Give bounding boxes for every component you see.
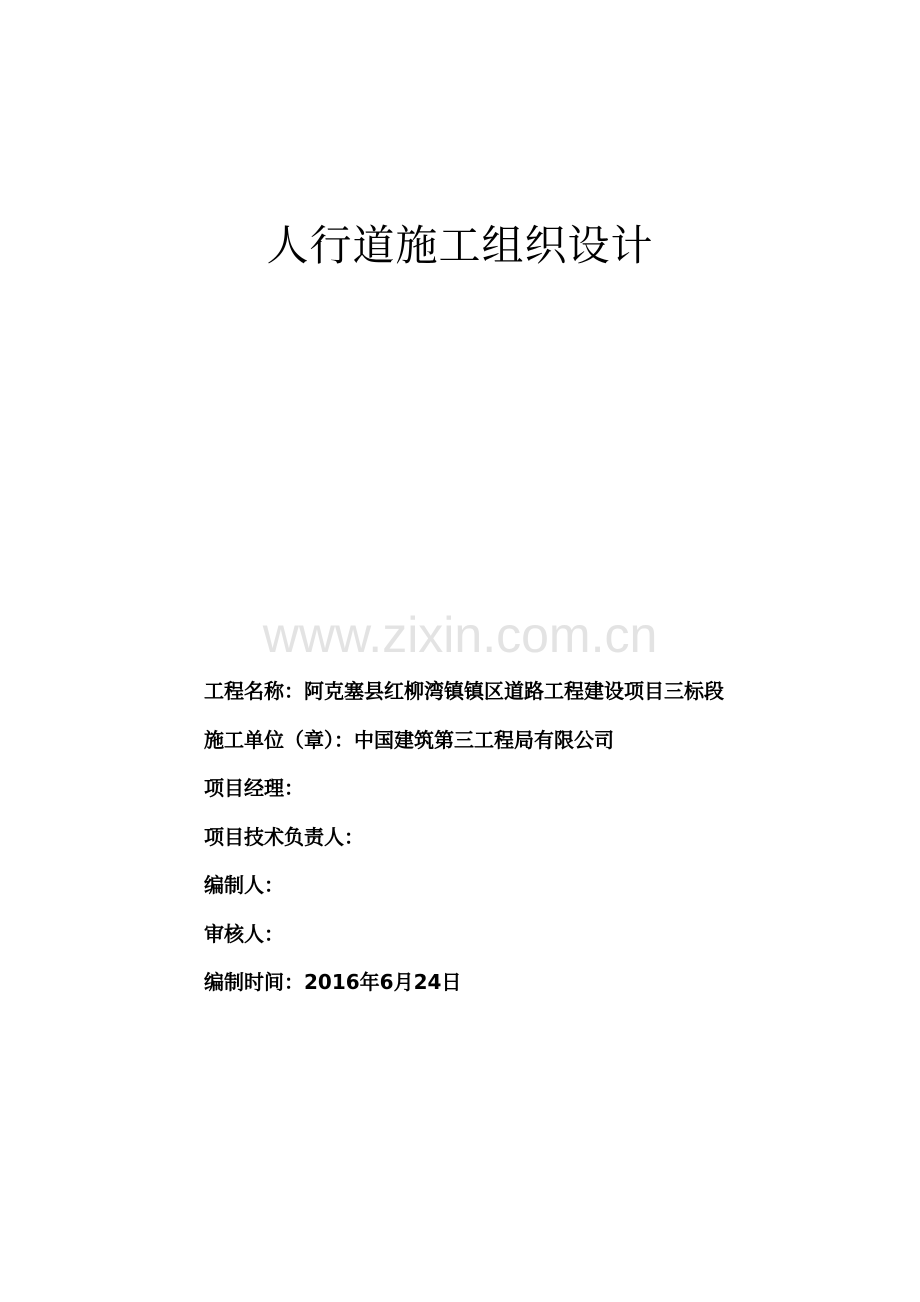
reviewer-line: 审核人： <box>204 921 284 946</box>
document-title: 人行道施工组织设计 <box>266 221 654 270</box>
technical-lead-line: 项目技术负责人： <box>204 824 364 849</box>
project-name-line: 工程名称：阿克塞县红柳湾镇镇区道路工程建设项目三标段 <box>204 679 724 703</box>
project-info-list <box>204 672 884 1012</box>
project-manager-line: 项目经理： <box>204 776 304 800</box>
construction-unit-line: 施工单位（章）：中国建筑第三工程局有限公司 <box>204 727 614 752</box>
watermark: www.zixin.com.cn <box>262 607 658 663</box>
compiler-line: 编制人： <box>204 873 284 897</box>
compile-date-line: 编制时间：2016年6月24日 <box>204 970 462 994</box>
